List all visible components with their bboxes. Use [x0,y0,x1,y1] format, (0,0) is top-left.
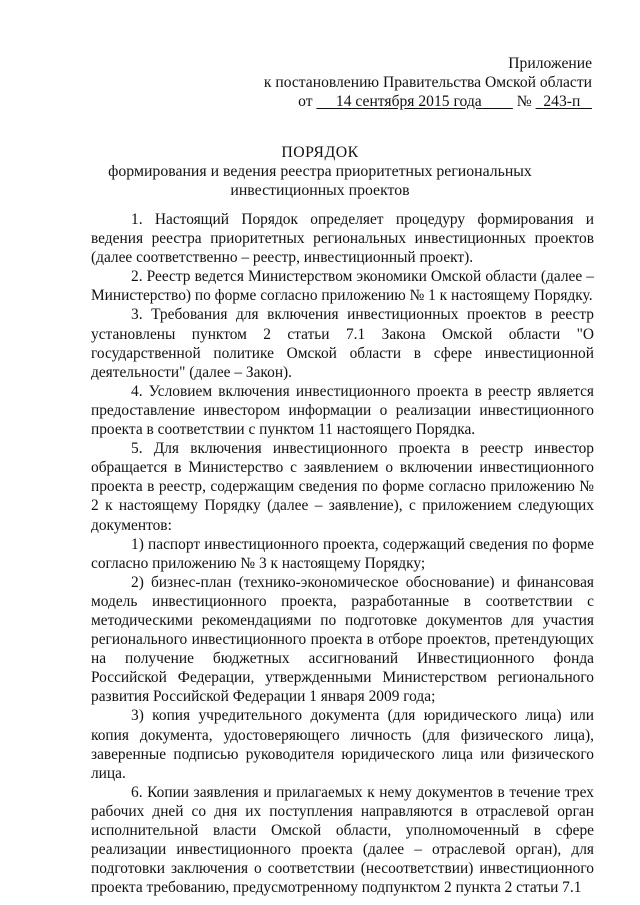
appendix-label: Приложение [508,55,592,72]
subitem-2: 2) бизнес-план (технико-экономическое обоснование) и финансовая модель инвестиционного проекта, разработанные в соответствии с методическими рекомендациями по подготовке документов для участия регионального инвестиционного проекта в отборе проектов, претендующих на получение бюджетных ассигнований Инвестиционного фонда Российской Федерации, утвержденными Министерством регионального развития Российской Федерации 1 января 2009 года; [91,573,594,706]
resolution-date: 14 сентября 2015 года [335,93,482,110]
paragraph-5: 5. Для включения инвестиционного проекта в реестр инвестор обращается в Министерство с заявлением о включении инвестиционного проекта в реестр, содержащим сведения по форме согласно приложению № 2 к настоящему Порядку (далее – заявление), с приложением следующих документов: [91,440,594,534]
resolution-number: 243-п [543,93,581,110]
paragraph-4: 4. Условием включения инвестиционного проекта в реестр является предоставление инвестором информации о реализации инвестиционного проекта в соответствии с пунктом 11 настоящего Порядка. [91,382,594,439]
date-number-line [264,92,592,111]
document-subtitle-line-2: инвестиционных проектов [230,182,410,199]
paragraph-2: 2. Реестр ведется Министерством экономики Омской области (далее – Министерство) по форме согласно приложению № 1 к настоящему Порядку. [91,268,594,305]
document-title: ПОРЯДОК [281,144,359,161]
subitem-1: 1) паспорт инвестиционного проекта, содержащий сведения по форме согласно приложению № 3 к настоящему Порядку; [91,535,594,572]
document-title-block [0,143,640,200]
paragraph-6: 6. Копии заявления и прилагаемых к нему документов в течение трех рабочих дней со дня их поступления направляются в отраслевой орган исполнительной власти Омской области, уполномоченный в сфере реализации инвестиционного проекта (далее – отраслевой орган), для подготовки заключения о соответствии (несоответствии) инвестиционного проекта требованию, предусмотренному подпунктом 2 пункта 2 статьи 7.1 [91,783,594,897]
document-body [91,210,594,897]
paragraph-3: 3. Требования для включения инвестиционных проектов в реестр установлены пунктом 2 статьи 7.1 Закона Омской области "О государственной политике Омской области в сфере инвестиционной деятельности" (далее – Закон). [91,306,594,381]
paragraph-1: 1. Настоящий Порядок определяет процедуру формирования и ведения реестра приоритетных региональных инвестиционных проектов (далее соответственно – реестр, инвестиционный проект). [91,211,594,267]
number-prefix: № [516,93,532,110]
document-subtitle-line-1: формирования и ведения реестра приоритетных региональных [108,163,532,180]
resolution-reference: к постановлению Правительства Омской области [263,74,592,91]
appendix-header [264,54,592,111]
date-prefix: от [298,93,313,110]
subitem-3: 3) копия учредительного документа (для юридического лица) или копия документа, удостоверяющего личность (для физического лица), заверенные подписью руководителя юридического лица или физического лица. [91,707,594,782]
